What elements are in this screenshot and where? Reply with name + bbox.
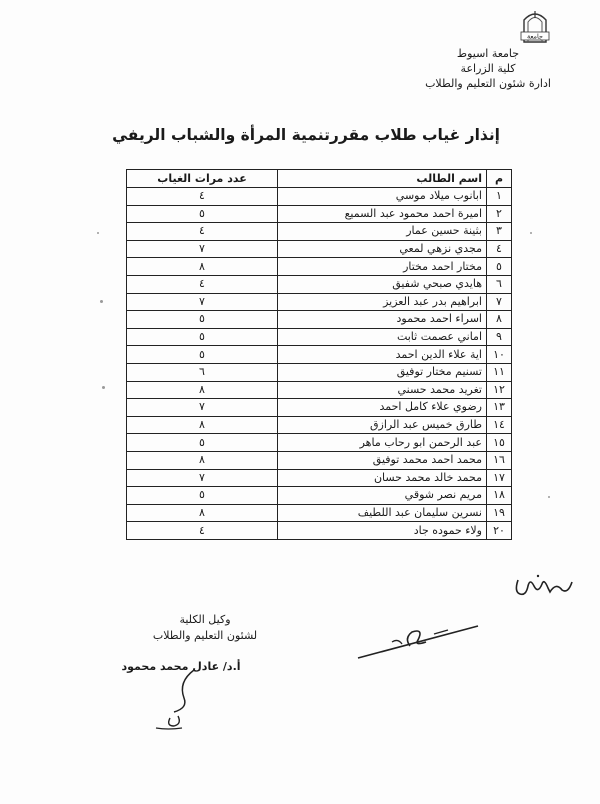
table-row bbox=[127, 399, 512, 417]
table-row bbox=[127, 205, 512, 223]
dean-name: أ.د/ عادل محمد محمود bbox=[121, 660, 241, 673]
absence-count: ٥ bbox=[127, 346, 278, 364]
table-row bbox=[127, 258, 512, 276]
scan-speck bbox=[102, 386, 105, 389]
absence-count: ٥ bbox=[127, 434, 278, 452]
table-row bbox=[127, 188, 512, 206]
absence-count: ٤ bbox=[127, 522, 278, 540]
table-row bbox=[127, 223, 512, 241]
table-row bbox=[127, 363, 512, 381]
row-number: ١٣ bbox=[487, 399, 512, 417]
row-number: ٤ bbox=[487, 240, 512, 258]
absence-count: ٥ bbox=[127, 328, 278, 346]
absence-count: ٧ bbox=[127, 240, 278, 258]
absence-count: ٥ bbox=[127, 205, 278, 223]
logo-text: جامعة bbox=[526, 32, 544, 41]
absence-count: ٨ bbox=[127, 258, 278, 276]
absence-count: ٤ bbox=[127, 188, 278, 206]
row-number: ١٦ bbox=[487, 451, 512, 469]
table-row bbox=[127, 311, 512, 329]
student-name: ابراهيم بدر عبد العزيز bbox=[278, 293, 487, 311]
student-name: ابانوب ميلاد موسي bbox=[278, 188, 487, 206]
university-logo bbox=[518, 8, 552, 44]
signature-right bbox=[510, 572, 580, 600]
row-number: ١٨ bbox=[487, 487, 512, 505]
absence-count: ٨ bbox=[127, 381, 278, 399]
header-name: اسم الطالب bbox=[278, 170, 487, 188]
signature-dean bbox=[148, 668, 208, 730]
absence-count: ٤ bbox=[127, 223, 278, 241]
absence-count: ٧ bbox=[127, 469, 278, 487]
row-number: ٥ bbox=[487, 258, 512, 276]
university-name: جامعة اسيوط bbox=[456, 47, 520, 60]
absence-count: ٤ bbox=[127, 275, 278, 293]
absence-count: ٨ bbox=[127, 416, 278, 434]
student-name: نسرين سليمان عبد اللطيف bbox=[278, 504, 487, 522]
table-row bbox=[127, 416, 512, 434]
student-name: اميرة احمد محمود عبد السميع bbox=[278, 205, 487, 223]
header-block bbox=[388, 46, 588, 91]
student-name: عبد الرحمن ابو رحاب ماهر bbox=[278, 434, 487, 452]
row-number: ١ bbox=[487, 188, 512, 206]
student-name: بثينة حسين عمار bbox=[278, 223, 487, 241]
absence-table bbox=[126, 169, 512, 540]
absence-count: ٥ bbox=[127, 487, 278, 505]
scan-speck bbox=[548, 496, 550, 498]
table-row bbox=[127, 328, 512, 346]
absence-count: ٨ bbox=[127, 451, 278, 469]
student-name: تغريد محمد حسني bbox=[278, 381, 487, 399]
table-row bbox=[127, 381, 512, 399]
student-name: مجدي نزهي لمعي bbox=[278, 240, 487, 258]
table-row bbox=[127, 504, 512, 522]
student-name: اية علاء الدين احمد bbox=[278, 346, 487, 364]
absence-count: ٧ bbox=[127, 293, 278, 311]
row-number: ١٠ bbox=[487, 346, 512, 364]
table-row bbox=[127, 469, 512, 487]
row-number: ٧ bbox=[487, 293, 512, 311]
table-row bbox=[127, 275, 512, 293]
row-number: ٩ bbox=[487, 328, 512, 346]
row-number: ٢٠ bbox=[487, 522, 512, 540]
department-name: ادارة شئون التعليم والطلاب bbox=[425, 77, 551, 90]
student-name: مختار احمد مختار bbox=[278, 258, 487, 276]
signature-middle bbox=[352, 612, 482, 662]
student-name: مريم نصر شوقي bbox=[278, 487, 487, 505]
student-name: اماني عصمت ثابت bbox=[278, 328, 487, 346]
row-number: ١٩ bbox=[487, 504, 512, 522]
table-row bbox=[127, 346, 512, 364]
table-body bbox=[127, 188, 512, 540]
dean-title-line2: لشئون التعليم والطلاب bbox=[152, 629, 258, 642]
page-title: إنذار غياب طلاب مقررتنمية المرأة والشباب الريفي bbox=[112, 126, 500, 144]
table-row bbox=[127, 293, 512, 311]
header-count: عدد مرات الغياب bbox=[127, 170, 278, 188]
row-number: ٦ bbox=[487, 275, 512, 293]
faculty-name: كلية الزراعة bbox=[460, 62, 516, 75]
row-number: ٢ bbox=[487, 205, 512, 223]
absence-count: ٨ bbox=[127, 504, 278, 522]
table-row bbox=[127, 434, 512, 452]
scan-speck bbox=[100, 300, 103, 303]
row-number: ٨ bbox=[487, 311, 512, 329]
student-name: رضوي علاء كامل احمد bbox=[278, 399, 487, 417]
student-name: محمد احمد محمد توفيق bbox=[278, 451, 487, 469]
student-name: هايدي صبحي شفيق bbox=[278, 275, 487, 293]
row-number: ١١ bbox=[487, 363, 512, 381]
row-number: ١٧ bbox=[487, 469, 512, 487]
table-row bbox=[127, 522, 512, 540]
header-num: م bbox=[487, 170, 512, 188]
row-number: ١٤ bbox=[487, 416, 512, 434]
table-row bbox=[127, 487, 512, 505]
row-number: ١٢ bbox=[487, 381, 512, 399]
student-name: اسراء احمد محمود bbox=[278, 311, 487, 329]
student-name: طارق خميس عبد الرازق bbox=[278, 416, 487, 434]
dean-title-line1: وكيل الكلية bbox=[179, 613, 231, 626]
row-number: ٣ bbox=[487, 223, 512, 241]
table-row bbox=[127, 451, 512, 469]
scan-speck bbox=[530, 232, 532, 234]
absence-count: ٧ bbox=[127, 399, 278, 417]
absence-count: ٦ bbox=[127, 363, 278, 381]
absence-count: ٥ bbox=[127, 311, 278, 329]
student-name: تسنيم مختار توفيق bbox=[278, 363, 487, 381]
table-header-row bbox=[127, 170, 512, 188]
table-row bbox=[127, 240, 512, 258]
row-number: ١٥ bbox=[487, 434, 512, 452]
scan-speck bbox=[97, 232, 99, 234]
student-name: ولاء حموده جاد bbox=[278, 522, 487, 540]
student-name: محمد خالد محمد حسان bbox=[278, 469, 487, 487]
dean-title bbox=[150, 612, 260, 644]
